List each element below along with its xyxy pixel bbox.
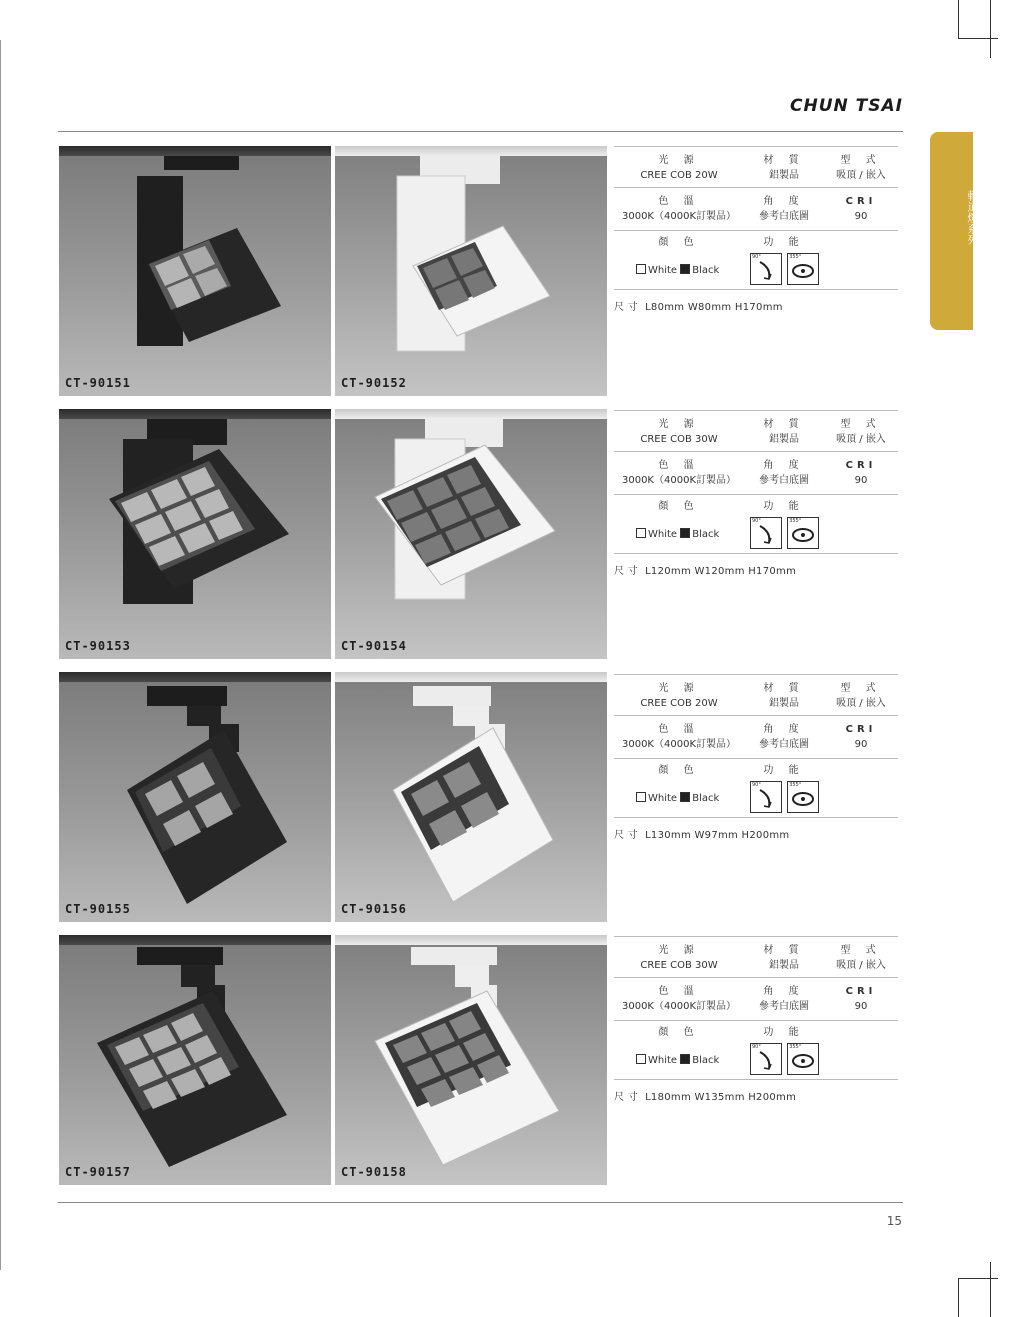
- style-value: 吸頂 / 嵌入: [836, 698, 886, 709]
- product-code: CT-90157: [65, 1165, 131, 1179]
- color-options: [636, 264, 719, 276]
- light-source-value: CREE COB 20W: [640, 170, 718, 181]
- spec-row: [614, 978, 898, 1021]
- lamp-illustration: [335, 672, 607, 922]
- cri-value: 90: [854, 1001, 868, 1012]
- product-photo: [59, 146, 331, 396]
- product-code: CT-90156: [341, 902, 407, 916]
- style-value: 吸頂 / 嵌入: [836, 960, 886, 971]
- color-temp-value: 3000K（4000K訂製品）: [621, 475, 736, 486]
- black-label: Black: [692, 1055, 720, 1066]
- cri-value: 90: [854, 739, 868, 750]
- label-size: 尺 寸: [614, 302, 639, 313]
- tilt-label: 90°: [752, 782, 761, 788]
- lamp-illustration: [59, 409, 331, 659]
- rotate-355-icon: [787, 517, 819, 549]
- function-icons: [750, 781, 821, 813]
- lamp-illustration: [335, 409, 607, 659]
- label-angle: 角 度: [763, 196, 805, 207]
- rotate-355-icon: [787, 253, 819, 285]
- tilt-label: 90°: [752, 254, 761, 260]
- black-label: Black: [692, 265, 720, 276]
- rotate-355-icon: [787, 781, 819, 813]
- label-color-temp: 色 溫: [658, 724, 700, 735]
- light-source-value: CREE COB 30W: [640, 960, 718, 971]
- white-label: White: [648, 265, 678, 276]
- angle-value: 參考白底圖: [759, 211, 809, 222]
- dimensions: [614, 554, 898, 577]
- product-code: CT-90151: [65, 376, 131, 390]
- spec-table: [614, 936, 898, 1103]
- material-value: 鋁製品: [769, 698, 799, 709]
- lamp-illustration: [59, 672, 331, 922]
- product-code: CT-90152: [341, 376, 407, 390]
- label-color-temp: 色 溫: [658, 460, 700, 471]
- white-label: White: [648, 529, 678, 540]
- section-tab: [930, 132, 979, 330]
- black-label: Black: [692, 793, 720, 804]
- spec-row: [614, 452, 898, 495]
- product-photo: [59, 672, 331, 922]
- label-color: 顏 色: [658, 765, 700, 776]
- label-material: 材 質: [763, 683, 805, 694]
- label-light-source: 光 源: [658, 945, 700, 956]
- rotate-355-icon: [787, 1043, 819, 1075]
- product-code: CT-90153: [65, 639, 131, 653]
- crop-mark-top-v2: [990, 0, 991, 58]
- angle-value: 參考白底圖: [759, 1001, 809, 1012]
- label-color: 顏 色: [658, 237, 700, 248]
- lamp-illustration: [335, 935, 607, 1185]
- crop-mark-left: [0, 40, 1, 1270]
- rotate-label: 355°: [789, 518, 802, 524]
- tilt-90-icon: [750, 517, 782, 549]
- label-function: 功 能: [763, 237, 805, 248]
- dimensions-value: L130mm W97mm H200mm: [645, 830, 790, 841]
- black-swatch-icon: [680, 528, 690, 538]
- page-number: 15: [886, 1214, 902, 1228]
- spec-row: [614, 936, 898, 978]
- spec-row: [614, 716, 898, 759]
- black-swatch-icon: [680, 1054, 690, 1064]
- label-material: 材 質: [763, 419, 805, 430]
- color-options: [636, 792, 719, 804]
- dimensions: [614, 818, 898, 841]
- spec-row: [614, 1021, 898, 1080]
- label-style: 型 式: [840, 419, 882, 430]
- product-photo: [59, 409, 331, 659]
- label-size: 尺 寸: [614, 1092, 639, 1103]
- label-cri: CRI: [845, 196, 877, 207]
- color-options: [636, 1054, 719, 1066]
- label-angle: 角 度: [763, 460, 805, 471]
- black-label: Black: [692, 529, 720, 540]
- product-photo: [335, 409, 607, 659]
- label-style: 型 式: [840, 155, 882, 166]
- tilt-label: 90°: [752, 1044, 761, 1050]
- function-icons: [750, 253, 821, 285]
- tilt-90-icon: [750, 1043, 782, 1075]
- product-photo: [335, 146, 607, 396]
- crop-mark-bot-v2: [990, 1262, 991, 1317]
- rotate-label: 355°: [789, 254, 802, 260]
- product-code: CT-90154: [341, 639, 407, 653]
- label-material: 材 質: [763, 945, 805, 956]
- white-swatch-icon: [636, 528, 646, 538]
- black-swatch-icon: [680, 264, 690, 274]
- spec-row: [614, 146, 898, 188]
- white-label: White: [648, 1055, 678, 1066]
- lamp-illustration: [335, 146, 607, 396]
- label-color-temp: 色 溫: [658, 986, 700, 997]
- material-value: 鋁製品: [769, 434, 799, 445]
- label-cri: CRI: [845, 724, 877, 735]
- crop-mark-top-v: [958, 0, 959, 38]
- brand-logo: CHUN TSAI: [790, 96, 903, 116]
- footer-rule: [58, 1202, 903, 1203]
- dimensions-value: L180mm W135mm H200mm: [645, 1092, 797, 1103]
- dimensions: [614, 1080, 898, 1103]
- spec-row: [614, 231, 898, 290]
- label-function: 功 能: [763, 1027, 805, 1038]
- dimensions: [614, 290, 898, 313]
- label-color: 顏 色: [658, 501, 700, 512]
- color-temp-value: 3000K（4000K訂製品）: [621, 739, 736, 750]
- label-cri: CRI: [845, 460, 877, 471]
- label-function: 功 能: [763, 501, 805, 512]
- color-temp-value: 3000K（4000K訂製品）: [621, 1001, 736, 1012]
- color-temp-value: 3000K（4000K訂製品）: [621, 211, 736, 222]
- cri-value: 90: [854, 211, 868, 222]
- spec-row: [614, 188, 898, 231]
- tilt-90-icon: [750, 253, 782, 285]
- label-light-source: 光 源: [658, 683, 700, 694]
- product-code: CT-90158: [341, 1165, 407, 1179]
- angle-value: 參考白底圖: [759, 739, 809, 750]
- label-color: 顏 色: [658, 1027, 700, 1038]
- material-value: 鋁製品: [769, 170, 799, 181]
- spec-row: [614, 674, 898, 716]
- white-swatch-icon: [636, 264, 646, 274]
- section-tab-label: 軌道燈系列: [966, 190, 979, 245]
- lamp-illustration: [59, 146, 331, 396]
- light-source-value: CREE COB 20W: [640, 698, 718, 709]
- crop-mark-bot-v: [958, 1278, 959, 1317]
- white-swatch-icon: [636, 792, 646, 802]
- product-photo: [335, 935, 607, 1185]
- white-swatch-icon: [636, 1054, 646, 1064]
- crop-mark-bot-h: [958, 1278, 998, 1279]
- label-size: 尺 寸: [614, 830, 639, 841]
- crop-mark-top-h: [958, 38, 998, 39]
- function-icons: [750, 1043, 821, 1075]
- label-color-temp: 色 溫: [658, 196, 700, 207]
- label-angle: 角 度: [763, 986, 805, 997]
- spec-table: [614, 146, 898, 313]
- label-cri: CRI: [845, 986, 877, 997]
- spec-row: [614, 410, 898, 452]
- style-value: 吸頂 / 嵌入: [836, 170, 886, 181]
- product-photo: [59, 935, 331, 1185]
- label-style: 型 式: [840, 945, 882, 956]
- dimensions-value: L80mm W80mm H170mm: [645, 302, 783, 313]
- rotate-label: 355°: [789, 1044, 802, 1050]
- light-source-value: CREE COB 30W: [640, 434, 718, 445]
- spec-table: [614, 674, 898, 841]
- angle-value: 參考白底圖: [759, 475, 809, 486]
- dimensions-value: L120mm W120mm H170mm: [645, 566, 797, 577]
- color-options: [636, 528, 719, 540]
- spec-table: [614, 410, 898, 577]
- tilt-90-icon: [750, 781, 782, 813]
- function-icons: [750, 517, 821, 549]
- label-style: 型 式: [840, 683, 882, 694]
- product-code: CT-90155: [65, 902, 131, 916]
- label-light-source: 光 源: [658, 419, 700, 430]
- label-size: 尺 寸: [614, 566, 639, 577]
- label-material: 材 質: [763, 155, 805, 166]
- label-function: 功 能: [763, 765, 805, 776]
- header-rule: [58, 131, 903, 132]
- black-swatch-icon: [680, 792, 690, 802]
- material-value: 鋁製品: [769, 960, 799, 971]
- label-light-source: 光 源: [658, 155, 700, 166]
- tilt-label: 90°: [752, 518, 761, 524]
- label-angle: 角 度: [763, 724, 805, 735]
- spec-row: [614, 759, 898, 818]
- lamp-illustration: [59, 935, 331, 1185]
- style-value: 吸頂 / 嵌入: [836, 434, 886, 445]
- product-photo: [335, 672, 607, 922]
- cri-value: 90: [854, 475, 868, 486]
- rotate-label: 355°: [789, 782, 802, 788]
- spec-row: [614, 495, 898, 554]
- white-label: White: [648, 793, 678, 804]
